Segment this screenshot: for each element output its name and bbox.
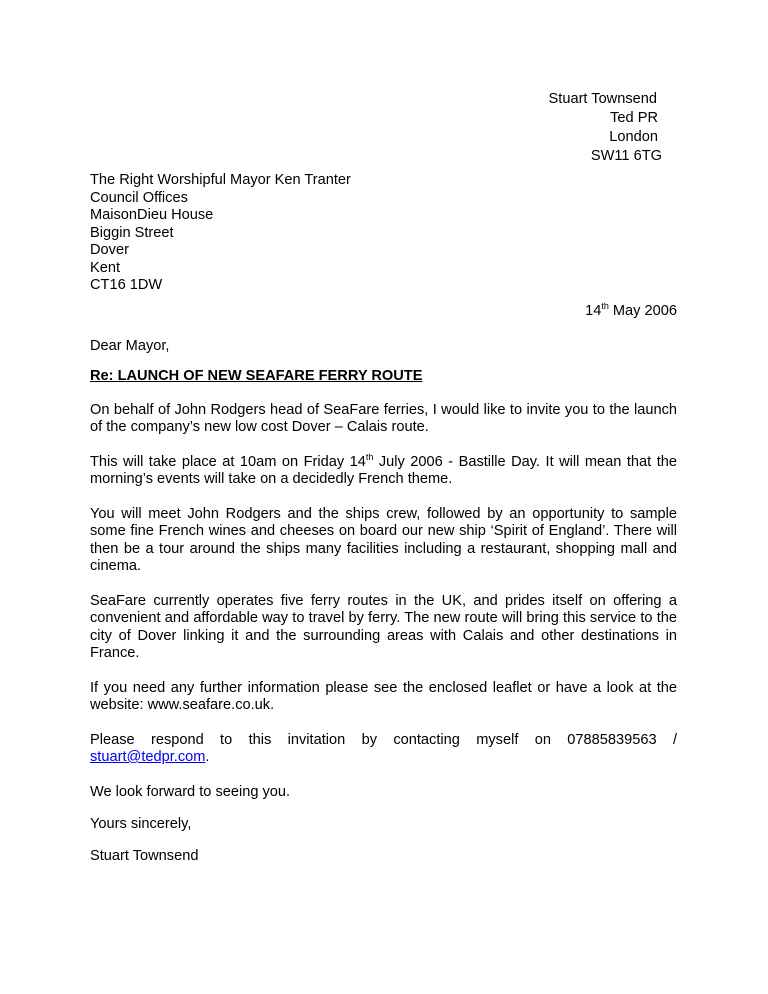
recipient-line: Council Offices <box>90 189 188 206</box>
recipient-line: Kent <box>90 259 121 276</box>
paragraph-closing-remark: We look forward to seeing you. <box>90 784 291 800</box>
paragraph-event-program: You will meet John Rodgers and the ships crew, followed by an opportunity to sample some fine French wines and cheeses on board our new ship ‘Spirit of England’. There will then be a tour around the ships many facilities including a restaurant, shopping mall and cinema. <box>90 506 677 575</box>
paragraph-further-info: If you need any further information please see the enclosed leaflet or have a look at the website: www.seafare.co.uk. <box>90 680 677 714</box>
email-link[interactable]: stuart@tedpr.com <box>90 749 206 765</box>
salutation: Dear Mayor, <box>90 338 170 354</box>
paragraph-respond-line: Please respond to this invitation by contacting myself on 07885839563 / <box>90 732 677 748</box>
recipient-line: Biggin Street <box>90 224 174 241</box>
subject-line: Re: LAUNCH OF NEW SEAFARE FERRY ROUTE <box>90 368 423 384</box>
sender-company: Ted PR <box>610 110 658 126</box>
recipient-line: MaisonDieu House <box>90 207 214 223</box>
sender-postcode: SW11 6TG <box>590 148 662 164</box>
paragraph-date-details: This will take place at 10am on Friday 14th July 2006 - Bastille Day. It will mean that the morning’s events will take on a decidedly French theme. <box>90 452 677 488</box>
recipient-line: Dover <box>90 242 129 258</box>
recipient-address <box>90 172 351 295</box>
sender-city: London <box>609 129 658 145</box>
sender-name: Stuart Townsend <box>548 91 657 107</box>
letter-date: 14th May 2006 <box>585 301 677 319</box>
paragraph-company-info: SeaFare currently operates five ferry routes in the UK, and prides itself on offering a convenient and affordable way to travel by ferry. The new route will bring this service to the city of Dover linking it and the surrounding areas with Calais and other destinations in France. <box>90 593 677 662</box>
signature-name: Stuart Townsend <box>90 848 199 864</box>
sender-address <box>0 90 662 166</box>
recipient-line: CT16 1DW <box>90 277 163 293</box>
paragraph-respond-email: stuart@tedpr.com. <box>90 749 210 765</box>
recipient-line: The Right Worshipful Mayor Ken Tranter <box>90 172 351 188</box>
complimentary-close: Yours sincerely, <box>90 816 192 832</box>
paragraph-invitation: On behalf of John Rodgers head of SeaFare ferries, I would like to invite you to the launch of the company’s new low cost Dover – Calais route. <box>90 402 677 436</box>
